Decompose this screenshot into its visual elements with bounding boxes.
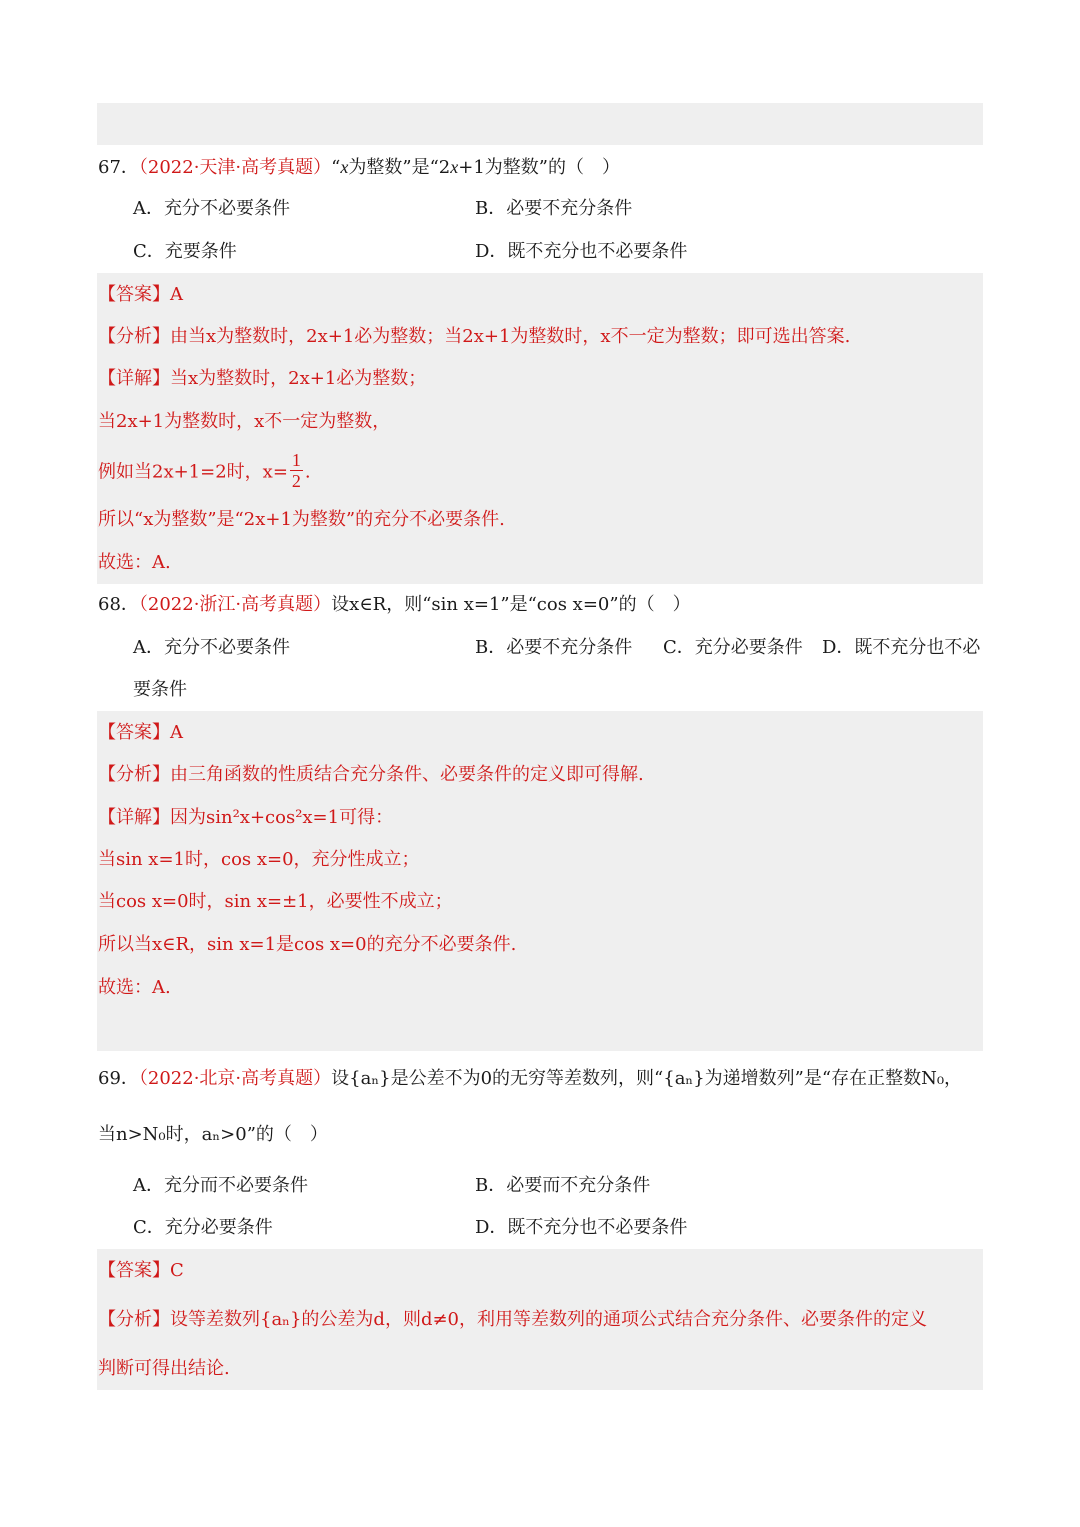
option-b: B．必要不充分条件 [475, 198, 633, 219]
question-69-stem: 69．（2022·北京·高考真题）设{aₙ}是公差不为0的无穷等差数列，则“{aₙ}为递增数列”是“存在正整数N₀， [98, 1068, 963, 1089]
answer-line: 【答案】A [98, 284, 183, 305]
analysis-line: 判断可得出结论. [98, 1358, 230, 1379]
detail-line: 当cos x=0时，sin x=±1，必要性不成立； [98, 891, 453, 912]
analysis-line: 【分析】由三角函数的性质结合充分条件、必要条件的定义即可得解. [98, 764, 644, 785]
answer-line: 【答案】C [98, 1260, 184, 1281]
question-68-stem: 68．（2022·浙江·高考真题）设x∈R，则“sin x=1”是“cos x=0”的（ ） [98, 594, 691, 615]
question-source: （2022·天津·高考真题） [138, 157, 332, 178]
detail-line: 故选：A. [98, 977, 171, 998]
answer-value: C [170, 1260, 184, 1281]
question-source: （2022·浙江·高考真题） [138, 594, 332, 615]
option-d: D．既不充分也不必要条件 [475, 241, 688, 262]
question-number: 68． [98, 594, 139, 615]
detail-line: 当2x+1为整数时，x不一定为整数， [98, 411, 391, 432]
option-c: C．充分必要条件 [663, 637, 803, 658]
question-number: 69． [98, 1068, 139, 1089]
question-source: （2022·北京·高考真题） [138, 1068, 332, 1089]
question-69-stem-continued: 当n>N₀时，aₙ>0”的（ ） [98, 1124, 328, 1145]
fraction: $\frac{1}{2}$ [291, 450, 301, 491]
previous-solution-block [97, 103, 983, 145]
detail-line: 例如当2x+1=2时，x= $\frac{1}{2}$ . [98, 450, 311, 491]
detail-line: 当sin x=1时，cos x=0，充分性成立； [98, 849, 420, 870]
detail-line: 故选：A. [98, 552, 171, 573]
option-a: A．充分不必要条件 [133, 198, 290, 219]
answer-value: A [170, 284, 183, 305]
option-d: D．既不充分也不必要条件 [475, 1217, 688, 1238]
analysis-line: 【分析】设等差数列{aₙ}的公差为d，则d≠0，利用等差数列的通项公式结合充分条件、必要条件的定义 [98, 1309, 927, 1330]
option-a: A．充分不必要条件 [133, 637, 290, 658]
question-number: 67． [98, 157, 139, 178]
answer-value: A [170, 722, 183, 743]
option-c: C．充要条件 [133, 241, 237, 262]
option-b: B．必要而不充分条件 [475, 1175, 651, 1196]
analysis-line: 【分析】由当x为整数时，2x+1必为整数；当2x+1为整数时，x不一定为整数；即可选出答案. [98, 326, 851, 347]
detail-line: 所以当x∈R，sin x=1是cos x=0的充分不必要条件. [98, 934, 517, 955]
option-d-continued: 要条件 [133, 679, 187, 700]
answer-line: 【答案】A [98, 722, 183, 743]
option-d: D．既不充分也不必 [822, 637, 981, 658]
detail-line: 所以“x为整数”是“2x+1为整数”的充分不必要条件. [98, 509, 505, 530]
detail-line: 【详解】当x为整数时，2x+1必为整数； [98, 368, 427, 389]
detail-line: 【详解】因为sin²x+cos²x=1可得： [98, 807, 394, 828]
question-67-stem: 67．（2022·天津·高考真题）“x为整数”是“2x+1为整数”的（ ） [98, 157, 620, 178]
option-b: B．必要不充分条件 [475, 637, 633, 658]
option-c: C．充分必要条件 [133, 1217, 273, 1238]
option-a: A．充分而不必要条件 [133, 1175, 308, 1196]
